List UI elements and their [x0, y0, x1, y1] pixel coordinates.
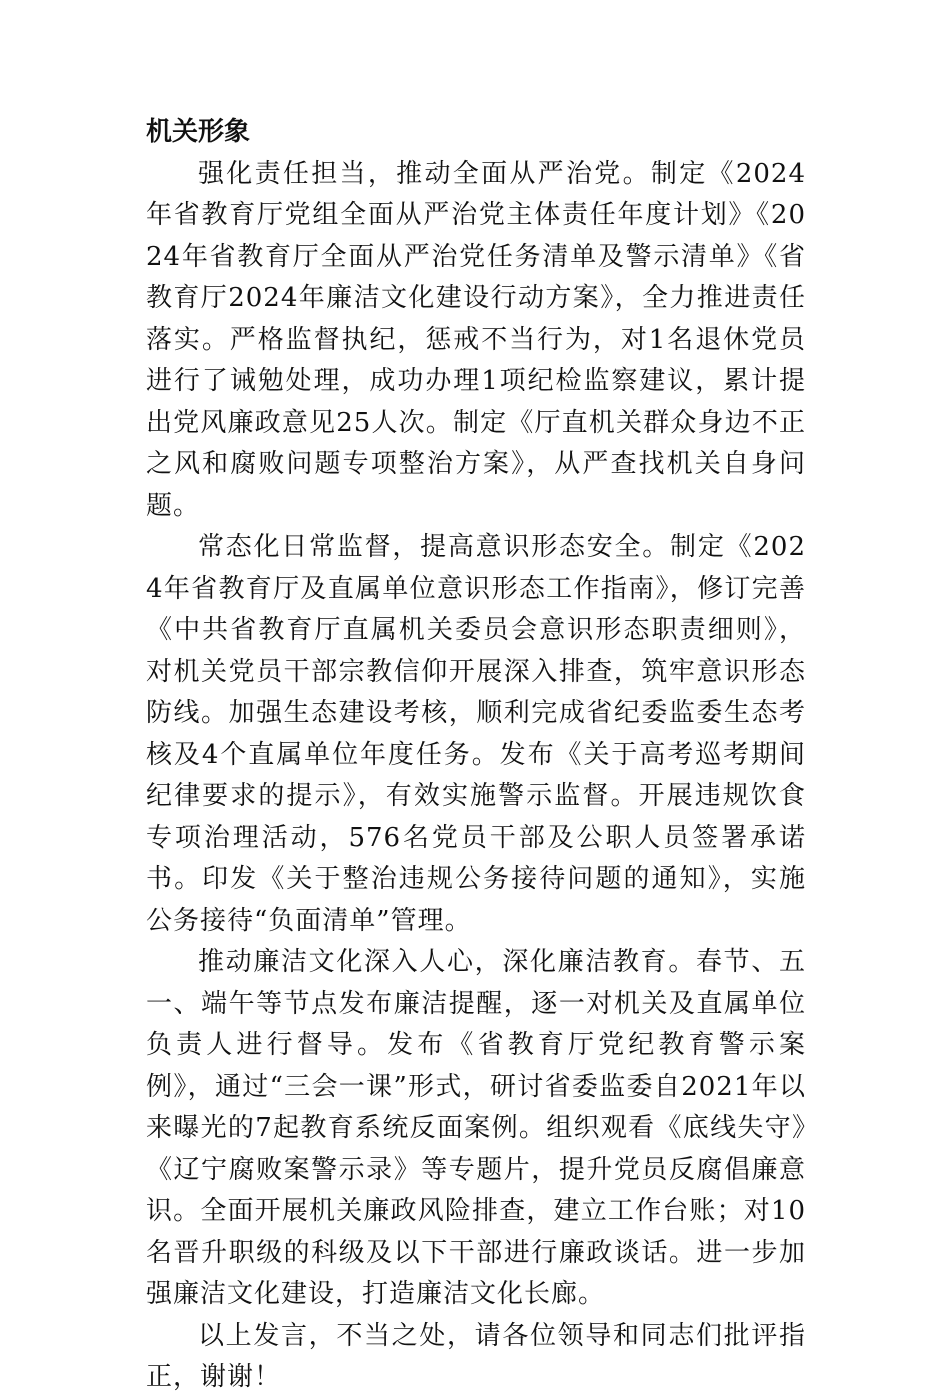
section-heading: 机关形象	[146, 117, 251, 147]
paragraph-supervision: 常态化日常监督，提高意识形态安全。制定《2024年省教育厅及直属单位意识形态工作指南》，修订完善《中共省教育厅直属机关委员会意识形态职责细则》，对机关党员干部宗教信仰开展深入排查，筑牢意识形态防线。加强生态建设考核，顺利完成省纪委监委生态考核及4个直属单位年度任务。发布《关于高考巡考期间纪律要求的提示》，有效实施警示监督。开展违规饮食专项治理活动，576名党员干部及公职人员签署承诺书。印发《关于整治违规公务接待问题的通知》，实施公务接待“负面清单”管理。	[146, 532, 806, 936]
document-body	[146, 112, 806, 1399]
paragraph-responsibility: 强化责任担当，推动全面从严治党。制定《2024年省教育厅党组全面从严治党主体责任年度计划》《2024年省教育厅全面从严治党任务清单及警示清单》《省教育厅2024年廉洁文化建设行动方案》，全力推进责任落实。严格监督执纪，惩戒不当行为，对1名退休党员进行了诫勉处理，成功办理1项纪检监察建议，累计提出党风廉政意见25人次。制定《厅直机关群众身边不正之风和腐败问题专项整治方案》，从严查找机关自身问题。	[146, 158, 806, 521]
paragraph-integrity-culture: 推动廉洁文化深入人心，深化廉洁教育。春节、五一、端午等节点发布廉洁提醒，逐一对机关及直属单位负责人进行督导。发布《省教育厅党纪教育警示案例》，通过“三会一课”形式，研讨省委监委自2021年以来曝光的7起教育系统反面案例。组织观看《底线失守》《辽宁腐败案警示录》等专题片，提升党员反腐倡廉意识。全面开展机关廉政风险排查，建立工作台账；对10名晋升职级的科级及以下干部进行廉政谈话。进一步加强廉洁文化建设，打造廉洁文化长廊。	[146, 947, 806, 1309]
paragraph-closing: 以上发言，不当之处，请各位领导和同志们批评指正，谢谢！	[146, 1320, 806, 1392]
